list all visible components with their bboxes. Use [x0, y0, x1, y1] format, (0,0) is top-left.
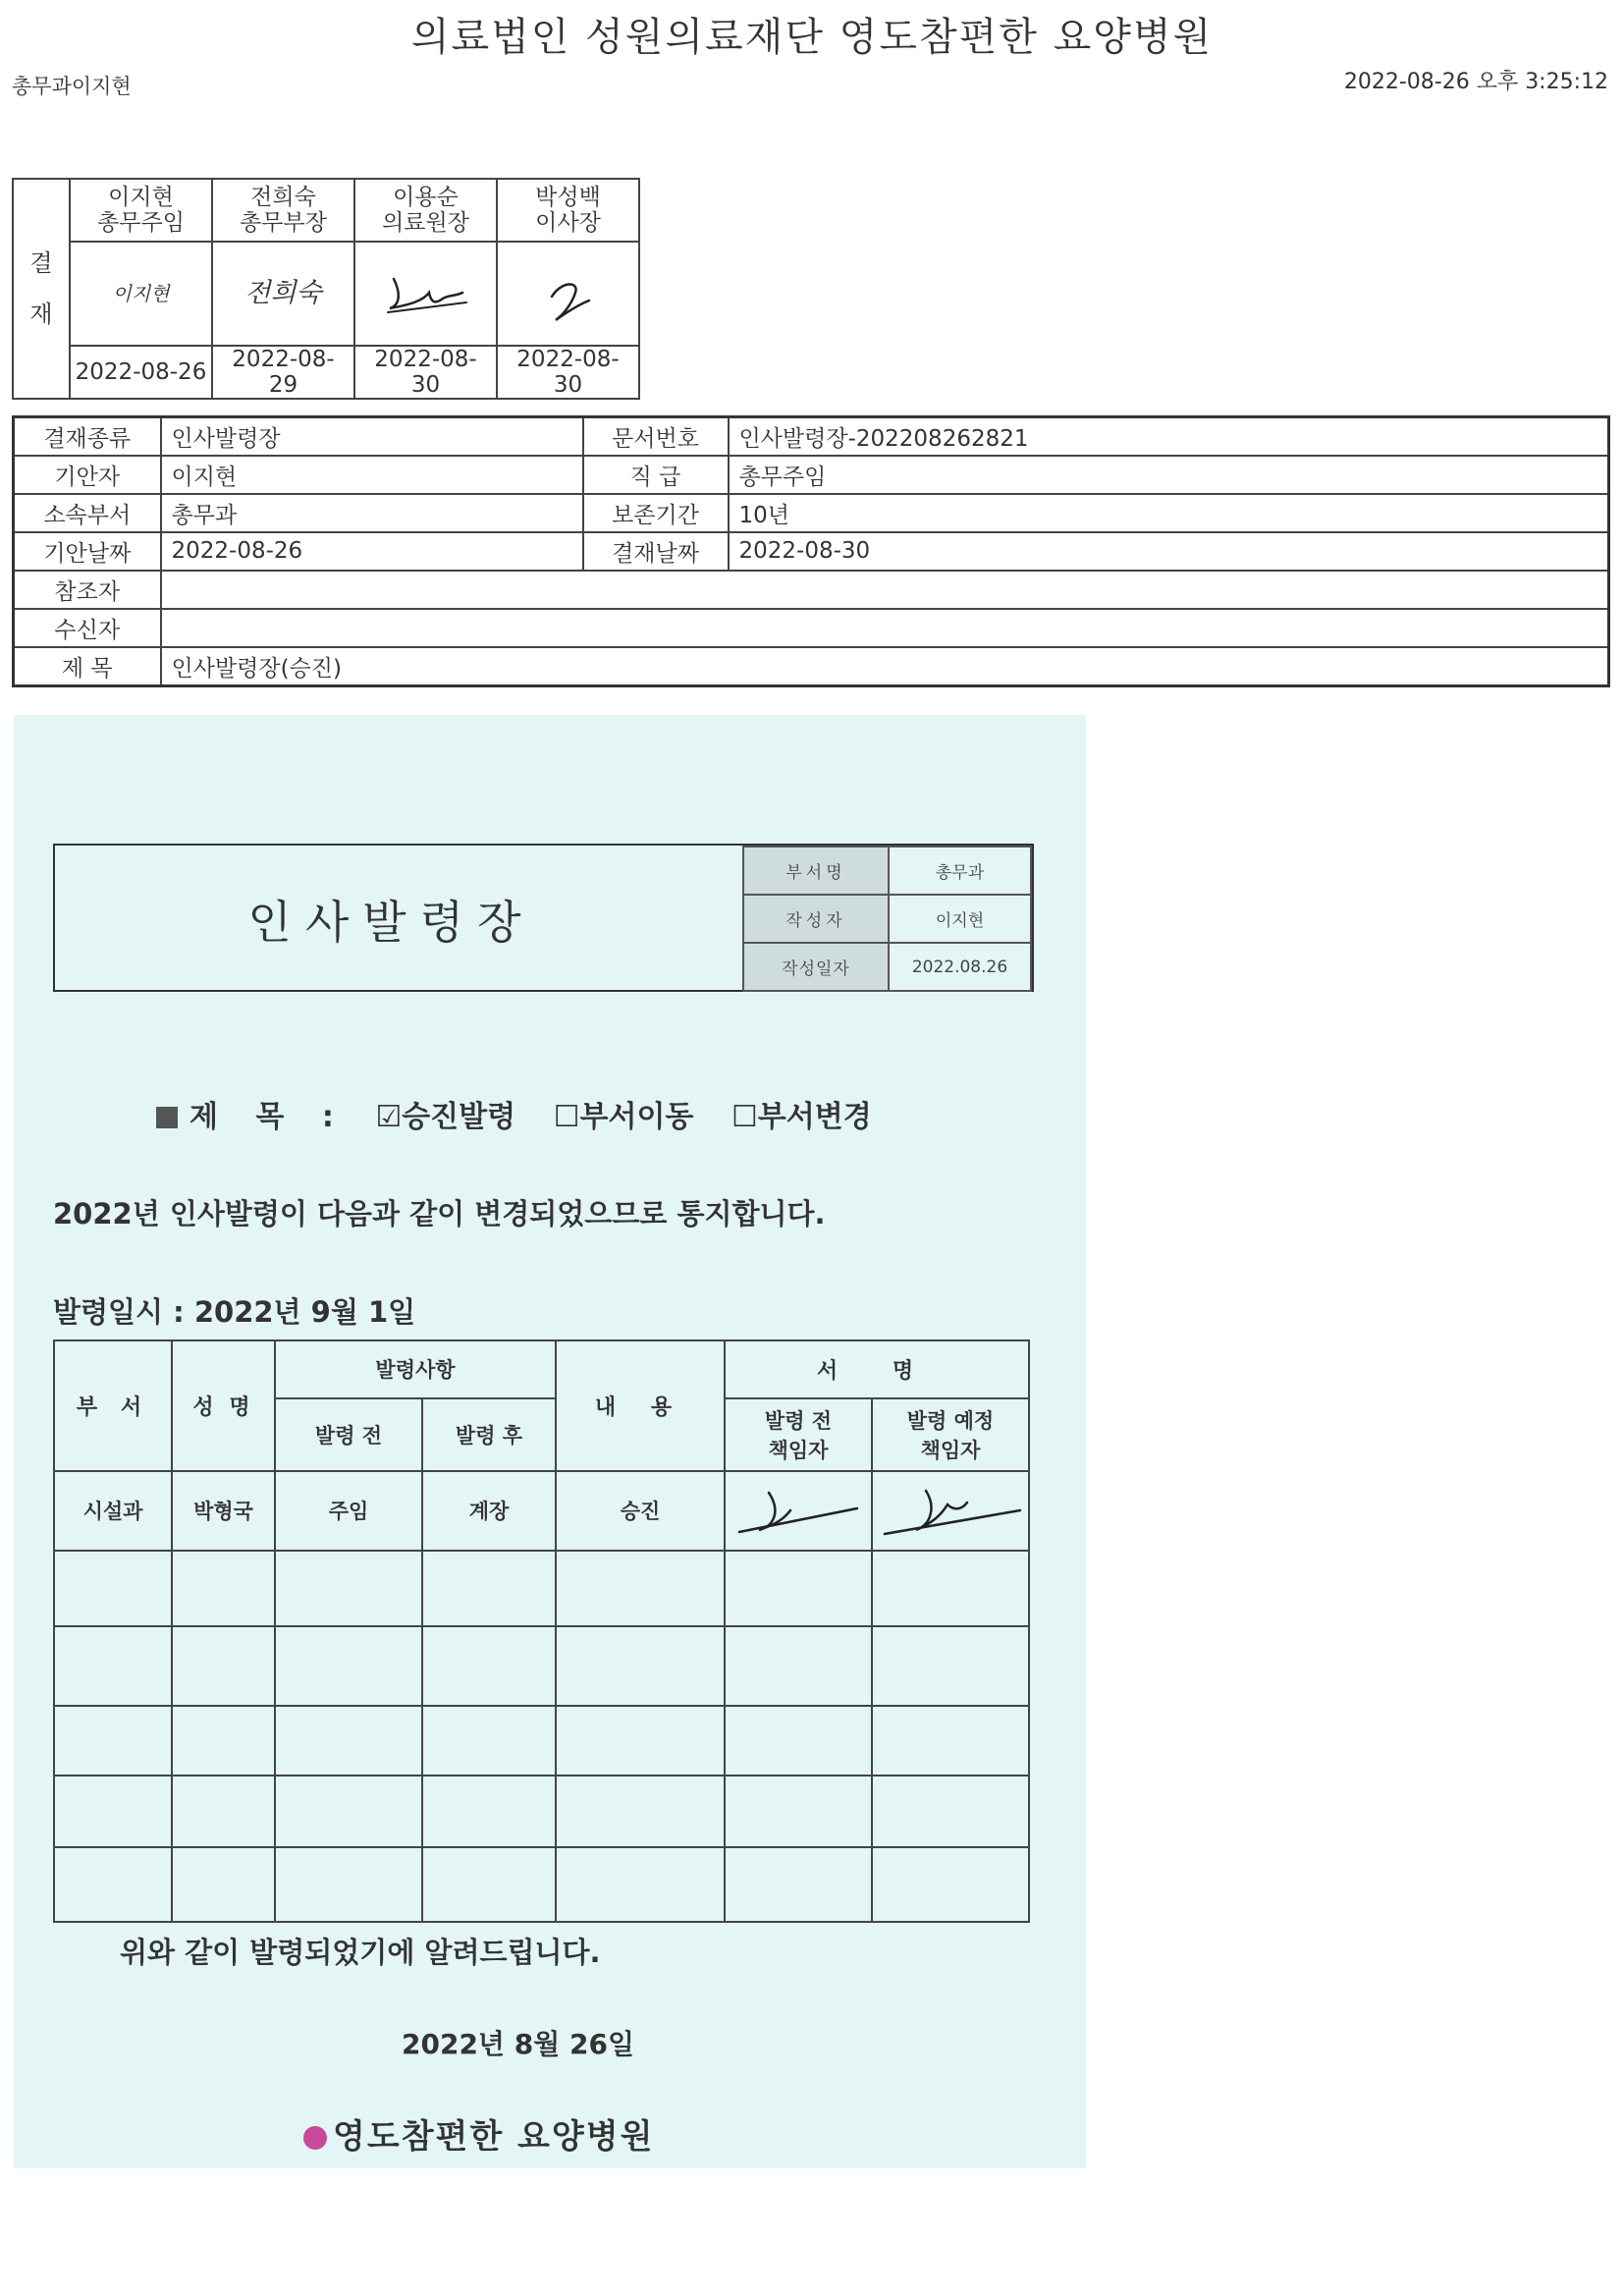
- row-sign-before: [725, 1471, 872, 1551]
- row-sign-after: [872, 1471, 1029, 1551]
- approval-date: 2022-08-30: [354, 346, 497, 399]
- option-dept-change: ☐부서변경: [731, 1100, 872, 1134]
- document-info-table: [12, 415, 1610, 687]
- approval-side-label: 결 재: [13, 179, 70, 399]
- row-after: 계장: [422, 1471, 556, 1551]
- draft-date-value: 2022-08-26: [161, 532, 583, 571]
- form-header: [53, 844, 1034, 992]
- effective-date: 발령일시 : 2022년 9월 1일: [53, 1295, 416, 1329]
- signature-cell: [354, 242, 497, 346]
- document-title: 의료법인 성원의료재단 영도참편한 요양병원: [410, 15, 1214, 60]
- dept-label: 소속부서: [14, 494, 161, 532]
- signature-scribble: [372, 259, 480, 328]
- form-notice: 2022년 인사발령이 다음과 같이 변경되었으므로 통지합니다.: [53, 1197, 826, 1230]
- table-row: [54, 1626, 1029, 1706]
- approver-header: 이용순 의료원장: [354, 179, 497, 242]
- doc-no-value: 인사발령장-202208262821: [729, 417, 1609, 457]
- handwritten-signature: 전희숙: [244, 277, 322, 308]
- order-table: [53, 1339, 1030, 1923]
- meta-value: 총무과: [889, 847, 1031, 895]
- position-label: 직 급: [583, 456, 729, 494]
- approve-date-label: 결재날짜: [583, 532, 729, 571]
- doc-type-label: 결재종류: [14, 417, 161, 457]
- meta-label: 부서명: [743, 847, 889, 895]
- approver-header: 박성백 이사장: [497, 179, 639, 242]
- signature-cell: [212, 242, 354, 346]
- table-row: [54, 1471, 1029, 1551]
- col-sign: 서 명: [725, 1340, 1029, 1398]
- option-promotion: ☑승진발령: [375, 1100, 516, 1134]
- position-value: 총무주임: [729, 456, 1609, 494]
- retention-label: 보존기간: [583, 494, 729, 532]
- option-transfer: ☐부서이동: [553, 1100, 694, 1134]
- table-row: [54, 1551, 1029, 1626]
- col-before: 발령 전: [275, 1398, 422, 1471]
- row-name: 박형국: [172, 1471, 275, 1551]
- seal-icon: [303, 2126, 327, 2150]
- doc-type-value: 인사발령장: [161, 417, 583, 457]
- subject-value: 인사발령장(승진): [161, 647, 1609, 686]
- dept-value: 총무과: [161, 494, 583, 532]
- col-name: 성 명: [172, 1340, 275, 1471]
- col-dept: 부 서: [54, 1340, 172, 1471]
- signature-scribble: [514, 259, 623, 328]
- handwritten-signature: 이지현: [112, 282, 170, 305]
- recipient-label: 수신자: [14, 609, 161, 647]
- row-dept: 시설과: [54, 1471, 172, 1551]
- drafter-label: 기안자: [14, 456, 161, 494]
- col-after: 발령 후: [422, 1398, 556, 1471]
- signature-scribble: [877, 1481, 1024, 1540]
- col-matter: 발령사항: [275, 1340, 556, 1398]
- reference-value: [161, 571, 1609, 609]
- square-bullet-icon: [156, 1107, 178, 1128]
- approver-header: 이지현 총무주임: [70, 179, 212, 242]
- scanned-personnel-order: [14, 715, 1086, 2168]
- table-row: [54, 1776, 1029, 1847]
- col-sign-after: 발령 예정 책임자: [872, 1398, 1029, 1471]
- table-row: [54, 1706, 1029, 1776]
- approve-date-value: 2022-08-30: [729, 532, 1609, 571]
- form-subject-line: [156, 1092, 899, 1135]
- closing-text: 위와 같이 발령되었기에 알려드립니다.: [120, 1936, 601, 1969]
- meta-label: 작성자: [743, 895, 889, 943]
- form-title: 인사발령장: [247, 896, 535, 949]
- organization-name: 영도참편한 요양병원: [303, 2109, 654, 2158]
- draft-date-label: 기안날짜: [14, 532, 161, 571]
- subject-label: 제 목: [14, 647, 161, 686]
- col-content: 내 용: [556, 1340, 725, 1471]
- meta-label: 작성일자: [743, 943, 889, 991]
- signature-cell: [497, 242, 639, 346]
- printed-by: 총무과이지현: [12, 75, 132, 98]
- form-meta-table: [742, 846, 1032, 992]
- form-subject-label: 제 목 :: [189, 1100, 348, 1134]
- row-content: 승진: [556, 1471, 725, 1551]
- reference-label: 참조자: [14, 571, 161, 609]
- recipient-value: [161, 609, 1609, 647]
- form-date: 2022년 8월 26일: [402, 2028, 635, 2060]
- signature-scribble: [730, 1481, 867, 1540]
- meta-value: 2022.08.26: [889, 943, 1031, 991]
- retention-value: 10년: [729, 494, 1609, 532]
- col-sign-before: 발령 전 책임자: [725, 1398, 872, 1471]
- drafter-value: 이지현: [161, 456, 583, 494]
- signature-cell: [70, 242, 212, 346]
- approval-date: 2022-08-26: [70, 346, 212, 399]
- approval-box: [12, 178, 640, 400]
- table-row: [54, 1847, 1029, 1922]
- meta-value: 이지현: [889, 895, 1031, 943]
- printed-at: 2022-08-26 오후 3:25:12: [1343, 70, 1608, 94]
- row-before: 주임: [275, 1471, 422, 1551]
- approval-date: 2022-08-29: [212, 346, 354, 399]
- approver-header: 전희숙 총무부장: [212, 179, 354, 242]
- approval-date: 2022-08-30: [497, 346, 639, 399]
- doc-no-label: 문서번호: [583, 417, 729, 457]
